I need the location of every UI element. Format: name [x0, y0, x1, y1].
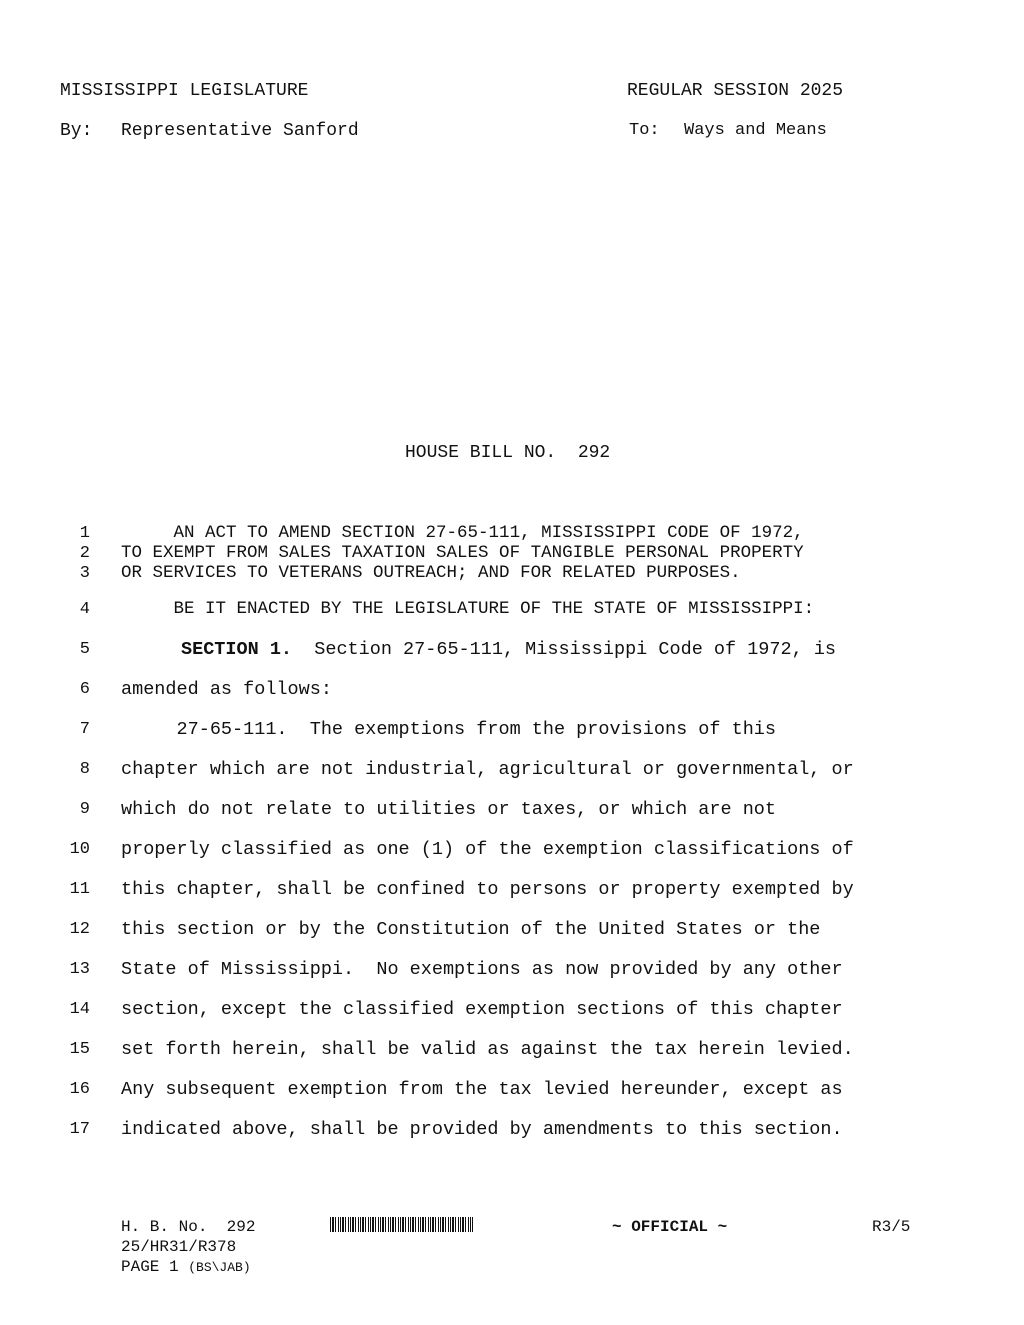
line-number: 12: [69, 920, 90, 939]
committee-name: Ways and Means: [684, 121, 827, 140]
line-text: this section or by the Constitution of the United States or the: [121, 919, 821, 940]
line-number: 16: [69, 1080, 90, 1099]
line-number: 5: [79, 640, 90, 659]
line-text: set forth herein, shall be valid as against the tax herein levied.: [121, 1039, 854, 1060]
line-number: 1: [79, 524, 90, 543]
line-number: 6: [79, 680, 90, 699]
revision-label: R3/5: [872, 1218, 911, 1236]
line-text: which do not relate to utilities or taxes, or which are not: [121, 799, 777, 820]
line-number: 3: [79, 564, 90, 583]
section-heading: SECTION 1.: [181, 639, 293, 660]
to-label: To:: [629, 121, 660, 140]
line-text-rest: Section 27-65-111, Mississippi Code of 1972, is: [292, 639, 837, 660]
drafter-initials: (BS\JAB): [188, 1260, 251, 1275]
barcode-image: [330, 1217, 473, 1232]
line-text: this chapter, shall be confined to persons or property exempted by: [121, 879, 854, 900]
line-text: Any subsequent exemption from the tax levied hereunder, except as: [121, 1079, 843, 1100]
line-text: OR SERVICES TO VETERANS OUTREACH; AND FOR RELATED PURPOSES.: [121, 563, 741, 583]
session-label: REGULAR SESSION 2025: [627, 81, 844, 101]
by-label: By:: [60, 121, 93, 141]
footer-bill-ref: H. B. No. 292: [121, 1218, 256, 1236]
line-text: AN ACT TO AMEND SECTION 27-65-111, MISSISSIPPI CODE OF 1972,: [121, 523, 804, 543]
line-text: indicated above, shall be provided by amendments to this section.: [121, 1119, 843, 1140]
page-label: PAGE 1: [121, 1258, 179, 1276]
document-code: 25/HR31/R378: [121, 1238, 237, 1256]
line-number: 17: [69, 1120, 90, 1139]
line-text: properly classified as one (1) of the exemption classifications of: [121, 839, 854, 860]
line-text: 27-65-111. The exemptions from the provisions of this: [121, 719, 777, 740]
line-number: 4: [79, 600, 90, 619]
bill-title: HOUSE BILL NO. 292: [405, 443, 611, 463]
line-number: 8: [79, 760, 90, 779]
sponsor-name: Representative Sanford: [121, 121, 359, 141]
legislature-name: MISSISSIPPI LEGISLATURE: [60, 81, 309, 101]
line-text: section, except the classified exemption sections of this chapter: [121, 999, 843, 1020]
page-number: [121, 1258, 251, 1276]
line-number: 7: [79, 720, 90, 739]
line-number: 2: [79, 544, 90, 563]
line-number: 10: [69, 840, 90, 859]
line-text: TO EXEMPT FROM SALES TAXATION SALES OF TANGIBLE PERSONAL PROPERTY: [121, 543, 804, 563]
official-label: ~ OFFICIAL ~: [612, 1218, 728, 1236]
line-text: chapter which are not industrial, agricultural or governmental, or: [121, 759, 854, 780]
line-number: 9: [79, 800, 90, 819]
line-number: 13: [69, 960, 90, 979]
line-text: [181, 639, 836, 660]
line-number: 11: [69, 880, 90, 899]
line-text: BE IT ENACTED BY THE LEGISLATURE OF THE STATE OF MISSISSIPPI:: [121, 599, 815, 619]
line-number: 14: [69, 1000, 90, 1019]
line-text: amended as follows:: [121, 679, 332, 700]
line-number: 15: [69, 1040, 90, 1059]
line-text: State of Mississippi. No exemptions as now provided by any other: [121, 959, 843, 980]
